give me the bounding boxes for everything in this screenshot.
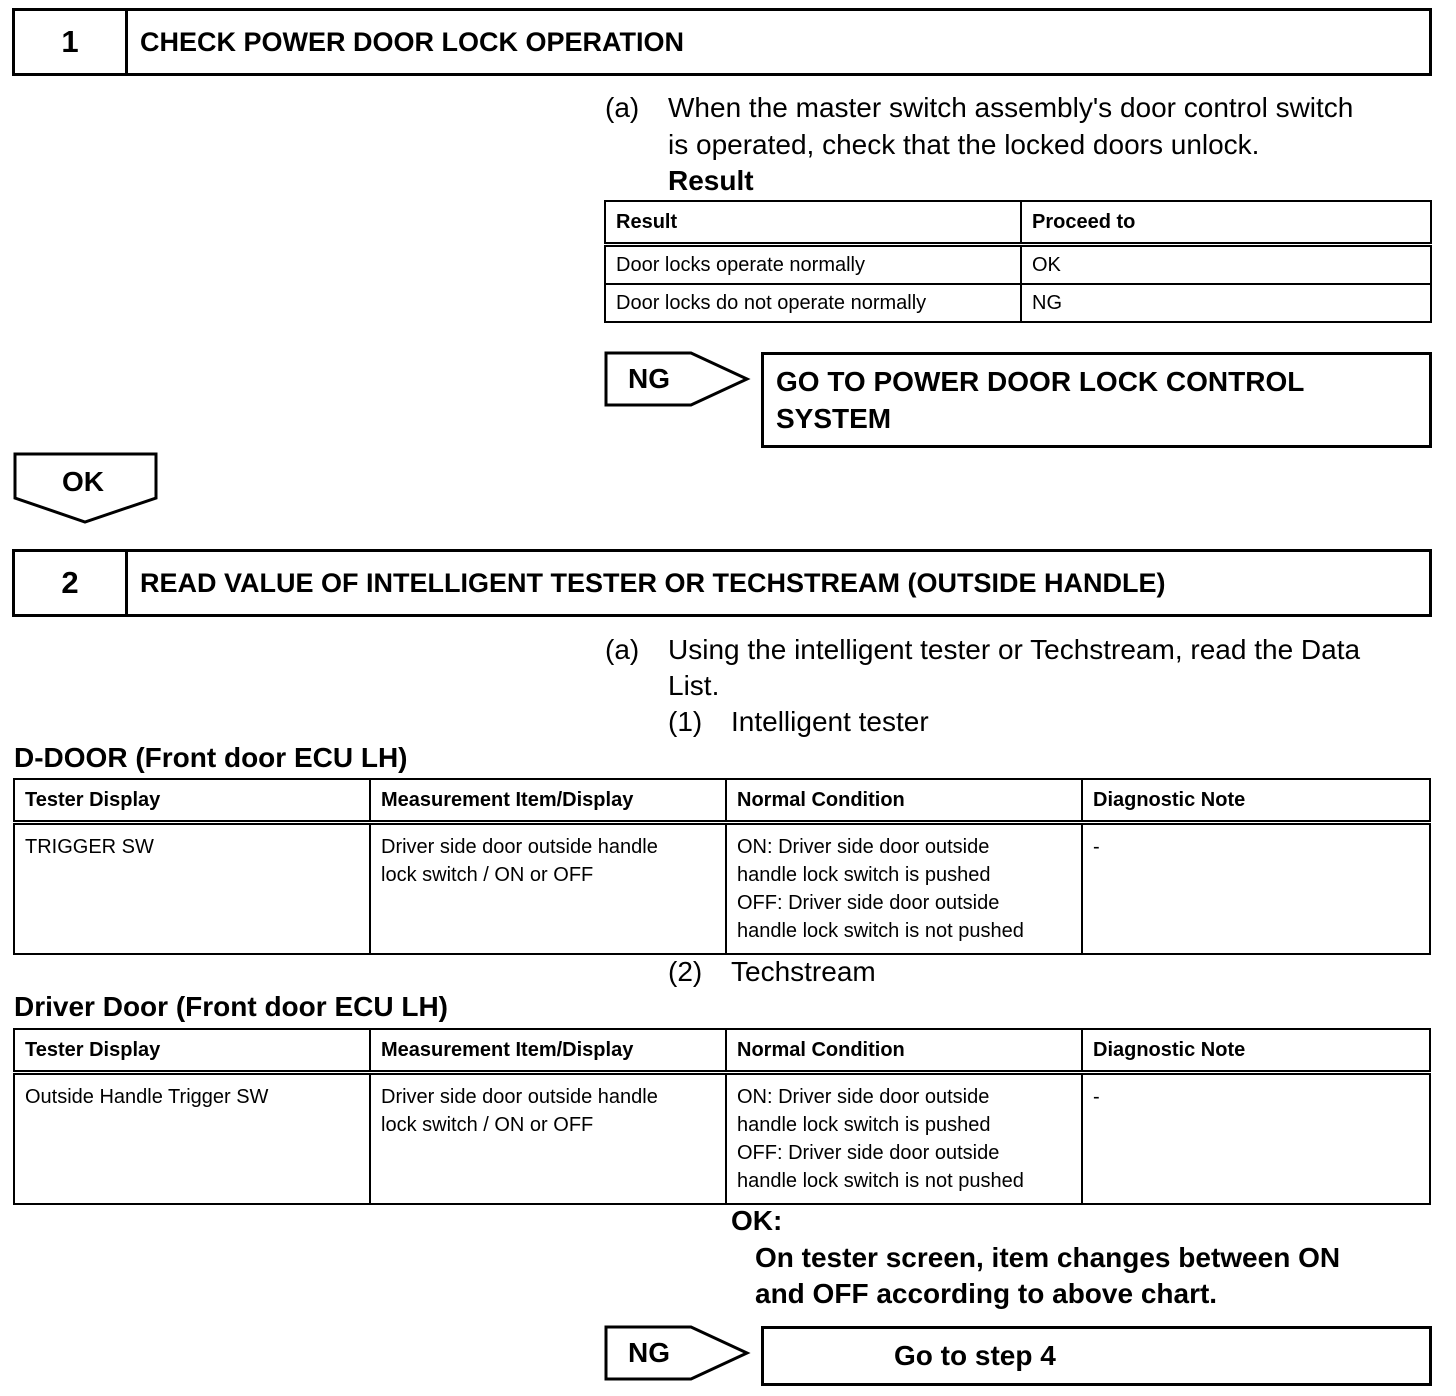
cell-line: lock switch / ON or OFF (381, 1114, 594, 1136)
result-table (604, 200, 1432, 323)
cell-line: handle lock switch is not pushed (737, 920, 1024, 942)
table-header-row (14, 1029, 1430, 1073)
column-header: Tester Display (14, 779, 370, 823)
ok-label: OK (62, 466, 104, 497)
column-header: Diagnostic Note (1082, 1029, 1430, 1073)
cell-line: handle lock switch is not pushed (737, 1170, 1024, 1192)
cell-line: lock switch / ON or OFF (381, 864, 594, 886)
table-cell: OK (1021, 245, 1431, 285)
column-header: Normal Condition (726, 1029, 1082, 1073)
table-cell: Outside Handle Trigger SW (14, 1073, 370, 1205)
cell-line: OFF: Driver side door outside (737, 1142, 1000, 1164)
substep-label: (1) (668, 706, 703, 737)
column-header: Measurement Item/Display (370, 779, 726, 823)
step-title: CHECK POWER DOOR LOCK OPERATION (140, 26, 685, 57)
substep-text: Techstream (731, 956, 876, 987)
table-row (605, 245, 1431, 285)
table-row (14, 823, 1430, 955)
table-cell: TRIGGER SW (14, 823, 370, 955)
table-cell: NG (1021, 284, 1431, 322)
table-row (605, 284, 1431, 322)
table-cell: Door locks do not operate normally (605, 284, 1021, 322)
cell-line: Driver side door outside handle (381, 836, 658, 858)
step-1-header (12, 8, 1432, 76)
ng-label: NG (628, 363, 670, 394)
ng-target-text: Go to step 4 (894, 1340, 1056, 1371)
result-heading: Result (668, 165, 754, 196)
table-cell: Door locks operate normally (605, 245, 1021, 285)
instruction-text: Using the intelligent tester or Techstream, read the Data (668, 634, 1361, 665)
column-header: Diagnostic Note (1082, 779, 1430, 823)
ok-criteria-label: OK: (731, 1205, 783, 1236)
table-cell (370, 823, 726, 955)
column-header: Proceed to (1021, 201, 1431, 245)
table-title: D-DOOR (Front door ECU LH) (14, 742, 408, 773)
table-cell (726, 823, 1082, 955)
ok-criteria-text: and OFF according to above chart. (755, 1278, 1218, 1309)
table-row (14, 1073, 1430, 1205)
instruction-text: is operated, check that the locked doors unlock. (668, 129, 1260, 160)
ng-label: NG (628, 1337, 670, 1368)
step-number: 2 (15, 552, 128, 614)
column-header: Normal Condition (726, 779, 1082, 823)
cell-line: handle lock switch is pushed (737, 864, 991, 886)
data-list-table-intelligent-tester (13, 778, 1431, 955)
ng-target-text: GO TO POWER DOOR LOCK CONTROL (776, 366, 1305, 397)
data-list-table-techstream (13, 1028, 1431, 1205)
table-cell: - (1082, 1073, 1430, 1205)
cell-line: handle lock switch is pushed (737, 1114, 991, 1136)
cell-line: ON: Driver side door outside (737, 1086, 990, 1108)
table-cell (370, 1073, 726, 1205)
substep-label: (2) (668, 956, 703, 987)
step-label: (a) (605, 634, 640, 665)
table-cell: - (1082, 823, 1430, 955)
table-header-row (605, 201, 1431, 245)
table-header-row (14, 779, 1430, 823)
cell-line: OFF: Driver side door outside (737, 892, 1000, 914)
step-2-header (12, 549, 1432, 617)
ng-target-box (761, 352, 1432, 448)
ng-arrow-icon (603, 350, 753, 410)
instruction-text: List. (668, 670, 720, 701)
ng-target-box (761, 1326, 1432, 1386)
step-number: 1 (15, 11, 128, 73)
instruction-text: When the master switch assembly's door control switch (668, 92, 1354, 123)
column-header: Result (605, 201, 1021, 245)
cell-line: ON: Driver side door outside (737, 836, 990, 858)
substep-text: Intelligent tester (731, 706, 929, 737)
ng-arrow-icon (603, 1324, 753, 1384)
step-title: READ VALUE OF INTELLIGENT TESTER OR TECHSTREAM (OUTSIDE HANDLE) (140, 567, 1166, 598)
column-header: Tester Display (14, 1029, 370, 1073)
table-cell (726, 1073, 1082, 1205)
ng-target-text: SYSTEM (776, 403, 892, 434)
column-header: Measurement Item/Display (370, 1029, 726, 1073)
table-title: Driver Door (Front door ECU LH) (14, 991, 448, 1022)
cell-line: Driver side door outside handle (381, 1086, 658, 1108)
ok-criteria-text: On tester screen, item changes between ON (755, 1242, 1341, 1273)
step-label: (a) (605, 92, 640, 123)
